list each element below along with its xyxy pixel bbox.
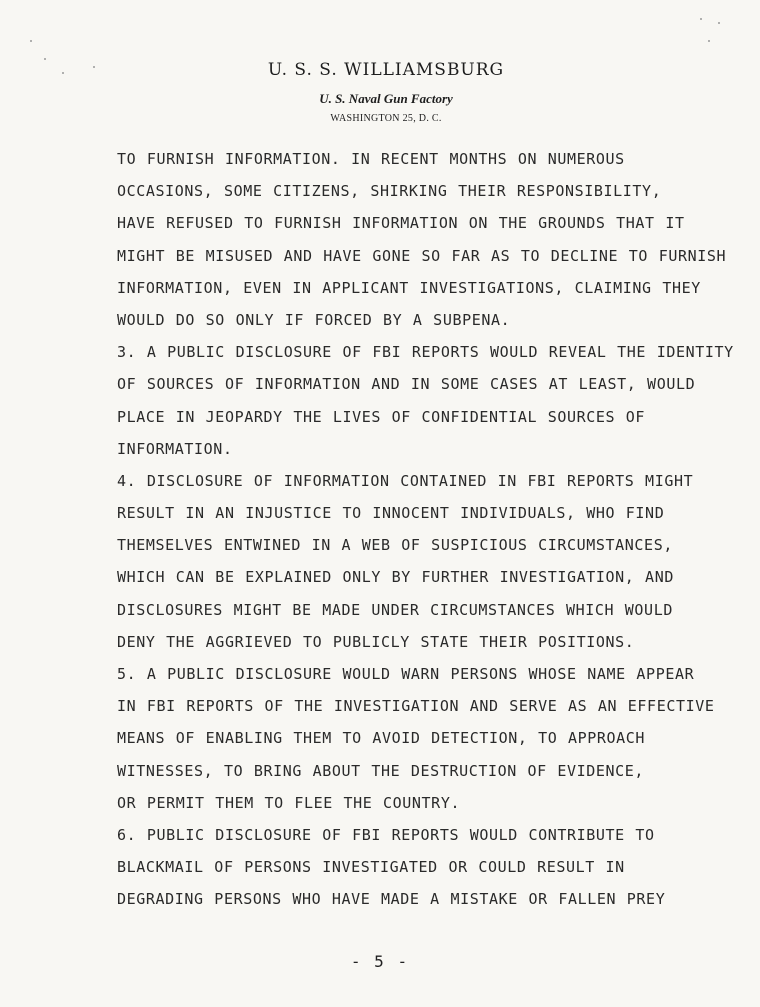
text-line: DENY THE AGGRIEVED TO PUBLICLY STATE THEIR POSITIONS. bbox=[117, 632, 635, 651]
text-line: WITNESSES, TO BRING ABOUT THE DESTRUCTION OF EVIDENCE, bbox=[117, 761, 645, 780]
text-line: 4. DISCLOSURE OF INFORMATION CONTAINED IN FBI REPORTS MIGHT bbox=[117, 471, 694, 490]
text-line: PLACE IN JEOPARDY THE LIVES OF CONFIDENTIAL SOURCES OF bbox=[117, 407, 646, 426]
text-line: IN FBI REPORTS OF THE INVESTIGATION AND SERVE AS AN EFFECTIVE bbox=[117, 697, 715, 716]
text-line: DEGRADING PERSONS WHO HAVE MADE A MISTAKE OR FALLEN PREY bbox=[117, 890, 666, 909]
text-line: 6. PUBLIC DISCLOSURE OF FBI REPORTS WOULD CONTRIBUTE TO bbox=[117, 825, 655, 844]
letterhead-subtitle: U. S. Naval Gun Factory bbox=[319, 91, 453, 106]
text-line: WOULD DO SO ONLY IF FORCED BY A SUBPENA. bbox=[117, 310, 511, 329]
text-line: TO FURNISH INFORMATION. IN RECENT MONTHS ON NUMEROUS bbox=[117, 150, 625, 168]
text-line: MEANS OF ENABLING THEM TO AVOID DETECTION, TO APPROACH bbox=[117, 729, 646, 748]
scan-speck bbox=[708, 40, 710, 42]
text-line: OR PERMIT THEM TO FLEE THE COUNTRY. bbox=[117, 793, 461, 812]
text-line: WHICH CAN BE EXPLAINED ONLY BY FURTHER INVESTIGATION, AND bbox=[117, 568, 674, 587]
typed-body bbox=[117, 143, 757, 916]
text-line: 5. A PUBLIC DISCLOSURE WOULD WARN PERSONS WHOSE NAME APPEAR bbox=[117, 665, 695, 683]
text-line: RESULT IN AN INJUSTICE TO INNOCENT INDIVIDUALS, WHO FIND bbox=[117, 504, 665, 523]
scan-speck bbox=[700, 18, 702, 20]
scan-speck bbox=[718, 22, 720, 24]
page-number: - 5 - bbox=[350, 952, 410, 971]
text-line: INFORMATION, EVEN IN APPLICANT INVESTIGATIONS, CLAIMING THEY bbox=[117, 278, 701, 297]
text-line: INFORMATION. bbox=[117, 439, 233, 458]
text-line: 3. A PUBLIC DISCLOSURE OF FBI REPORTS WOULD REVEAL THE IDENTITY bbox=[117, 343, 734, 362]
text-line: THEMSELVES ENTWINED IN A WEB OF SUSPICIOUS CIRCUMSTANCES, bbox=[117, 536, 673, 555]
text-line: HAVE REFUSED TO FURNISH INFORMATION ON THE GROUNDS THAT IT bbox=[117, 214, 685, 233]
text-line: OCCASIONS, SOME CITIZENS, SHIRKING THEIR RESPONSIBILITY, bbox=[117, 182, 662, 201]
text-line: MIGHT BE MISUSED AND HAVE GONE SO FAR AS TO DECLINE TO FURNISH bbox=[117, 246, 727, 265]
letterhead-address: WASHINGTON 25, D. C. bbox=[330, 113, 442, 124]
text-line: DISCLOSURES MIGHT BE MADE UNDER CIRCUMSTANCES WHICH WOULD bbox=[117, 600, 673, 619]
scan-speck bbox=[30, 40, 32, 42]
text-line: BLACKMAIL OF PERSONS INVESTIGATED OR COULD RESULT IN bbox=[117, 858, 625, 877]
letterhead-title: U. S. S. WILLIAMSBURG bbox=[267, 60, 505, 80]
text-line: OF SOURCES OF INFORMATION AND IN SOME CASES AT LEAST, WOULD bbox=[117, 375, 696, 394]
